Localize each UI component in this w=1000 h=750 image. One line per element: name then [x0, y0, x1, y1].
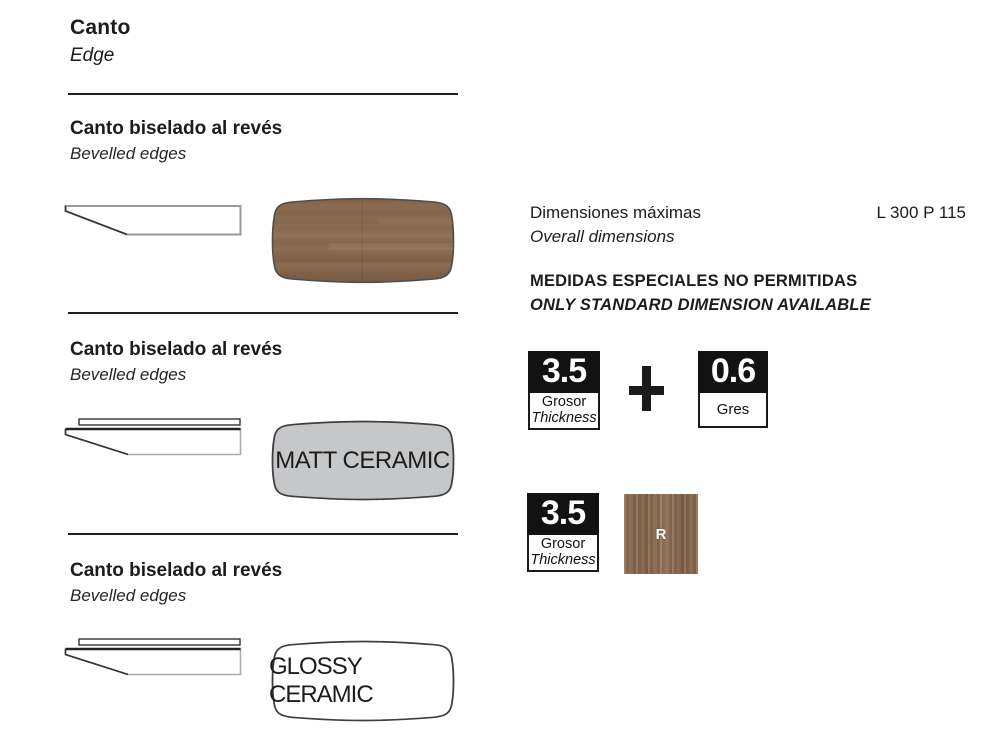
material-label: GLOSSY CERAMIC [269, 653, 373, 708]
thickness-value: 3.5 [527, 493, 599, 535]
section-heading: Canto biselado al revés [70, 118, 283, 139]
material-label: MATT CERAMIC [275, 446, 450, 474]
notice-es: MEDIDAS ESPECIALES NO PERMITIDAS [530, 272, 858, 290]
gres-value: 0.6 [698, 351, 768, 393]
section-subheading: Bevelled edges [70, 586, 187, 605]
gres-label: Gres [698, 393, 768, 428]
page-subtitle: Edge [70, 45, 115, 66]
section-heading: Canto biselado al revés [70, 339, 283, 360]
swatch-label: R [655, 525, 667, 543]
thickness-badge [528, 351, 600, 430]
matt-ceramic-tabletop-shape [269, 420, 456, 501]
ceramic-layer [79, 639, 240, 645]
section-divider [68, 93, 458, 95]
dimensions-label-en: Overall dimensions [530, 227, 675, 246]
edge-profile-diagram [64, 203, 242, 236]
edge-profile-diagram [64, 418, 242, 458]
ceramic-layer [79, 419, 240, 425]
thickness-label-es: Grosor [541, 394, 587, 410]
thickness-label-en: Thickness [530, 552, 596, 568]
thickness-badge [527, 493, 599, 572]
notice-en: ONLY STANDARD DIMENSION AVAILABLE [530, 296, 871, 314]
section-divider [68, 312, 458, 314]
glossy-ceramic-tabletop-shape [269, 640, 456, 722]
plus-icon [629, 366, 664, 411]
edge-profile-diagram [64, 638, 242, 678]
thickness-label-es: Grosor [540, 536, 586, 552]
dimensions-label-es: Dimensiones máximas [530, 203, 701, 222]
section-divider [68, 533, 458, 535]
wood-finish-swatch [624, 494, 698, 574]
section-subheading: Bevelled edges [70, 365, 187, 384]
page-title: Canto [70, 16, 131, 39]
thickness-value: 3.5 [528, 351, 600, 393]
dimensions-value: L 300 P 115 [876, 203, 966, 222]
wood-tabletop-shape [269, 197, 456, 284]
gres-badge [698, 351, 768, 428]
section-heading: Canto biselado al revés [70, 560, 283, 581]
thickness-label-en: Thickness [531, 410, 597, 426]
section-subheading: Bevelled edges [70, 144, 187, 163]
